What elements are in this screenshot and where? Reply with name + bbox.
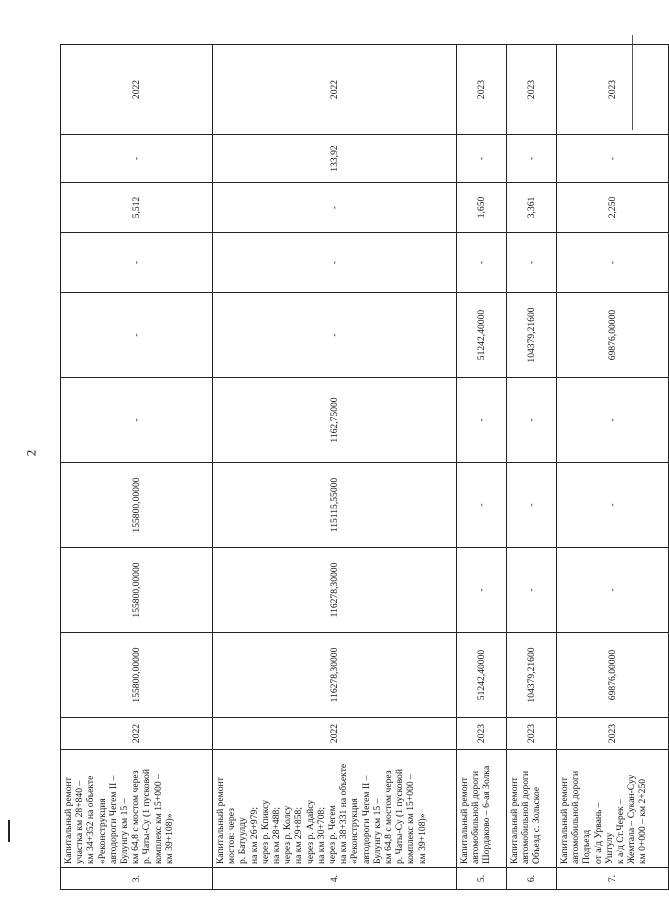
value-cell-c7: - [61, 293, 213, 378]
description-line: Булунгу км 15 – [119, 798, 131, 864]
object-description [457, 750, 507, 868]
value-cell-c9: 1,650 [457, 183, 507, 233]
description-line: на км 29+858; [293, 807, 305, 864]
description-line: км 64,8 с мостом через [383, 770, 395, 864]
value-cell-c4: 155800,00000 [61, 548, 213, 633]
object-description [557, 750, 669, 868]
value-cell-c3: 51242,40000 [457, 633, 507, 718]
value-cell-c5: 115115,55000 [213, 463, 457, 548]
description-line: автомобильной дороги [520, 770, 532, 864]
description-line: на км 28+488; [271, 807, 283, 864]
description-line: р. Чаты-Су (1 пусковой [141, 769, 153, 864]
object-description [213, 750, 457, 868]
description-line: Капитальный ремонт [215, 777, 226, 864]
value-cell-c4: - [507, 548, 557, 633]
description-line: комплекс км 15+000 – [152, 774, 164, 864]
value-cell-c7: 51242,40000 [457, 293, 507, 378]
year-cell: 2023 [457, 718, 507, 750]
description-line: «Реконструкция [349, 798, 361, 864]
description-line: на км 38+331 на объекте [338, 763, 350, 864]
row-number: 6. [507, 868, 557, 890]
description-line: Подъезд [581, 829, 593, 864]
description-line: через р. Чегем [327, 805, 339, 864]
description-line: автодороги Чегем II – [107, 775, 119, 864]
value-cell-c5: - [557, 463, 669, 548]
value-cell-c6: - [557, 378, 669, 463]
description-line: через р. Адайсу [304, 799, 316, 864]
description-line: на км 30+708; [315, 807, 327, 864]
value-cell-c3: 155800,00000 [61, 633, 213, 718]
value-cell-c8: - [213, 233, 457, 293]
description-line: от а/д Урвань – [592, 802, 604, 864]
description-line: Капитальный ремонт [559, 777, 570, 864]
description-line: км 64,8 с мостом через [130, 770, 142, 864]
description-line: к а/д Ст.Черек – [615, 799, 627, 864]
value-cell-c5: - [507, 463, 557, 548]
value-cell-c8: - [557, 233, 669, 293]
value-cell-c11: 2022 [213, 45, 457, 135]
object-description [507, 750, 557, 868]
description-line: Капитальный ремонт [509, 777, 520, 864]
value-cell-c4: - [457, 548, 507, 633]
row-number: 3. [61, 868, 213, 890]
value-cell-c6: - [457, 378, 507, 463]
value-cell-c7: 69876,00000 [557, 293, 669, 378]
value-cell-c10: - [507, 135, 557, 183]
row-number: 7. [557, 868, 669, 890]
value-cell-c9: - [213, 183, 457, 233]
works-table [60, 44, 669, 890]
value-cell-c9: 3,361 [507, 183, 557, 233]
description-line: р. Батуулду [237, 817, 249, 864]
value-cell-c11: 2023 [457, 45, 507, 135]
description-line: км 39+108)» [416, 813, 428, 864]
value-cell-c7: - [213, 293, 457, 378]
table-row [213, 45, 457, 890]
description-line: Капитальный ремонт [63, 777, 74, 864]
year-cell: 2022 [213, 718, 457, 750]
page-number: 2 [23, 449, 39, 457]
description-line: на км 26+979; [248, 807, 260, 864]
description-line: через р. Колсу [282, 805, 294, 864]
description-line: Булунгу км 15 – [371, 798, 383, 864]
description-line: км 39+108)» [163, 813, 175, 864]
object-description [61, 750, 213, 868]
description-line: Шордаково – 6-ая Золка [481, 765, 493, 864]
value-cell-c3: 69876,00000 [557, 633, 669, 718]
value-cell-c4: - [557, 548, 669, 633]
description-line: комплекс км 15+000 – [405, 774, 417, 864]
description-line: Жемтала – Сукан-Суу [626, 774, 638, 864]
value-cell-c10: - [557, 135, 669, 183]
description-line: р. Чаты-Су (1 пусковой [394, 769, 406, 864]
value-cell-c8: - [507, 233, 557, 293]
value-cell-c3: 116278,30000 [213, 633, 457, 718]
value-cell-c4: 116278,30000 [213, 548, 457, 633]
value-cell-c10: 133,92 [213, 135, 457, 183]
row-number: 5. [457, 868, 507, 890]
table-row [61, 45, 213, 890]
value-cell-c10: - [61, 135, 213, 183]
description-line: автомобильной дороги [570, 770, 582, 864]
value-cell-c5: 155800,00000 [61, 463, 213, 548]
description-line: автомобильной дороги [470, 770, 482, 864]
value-cell-c8: - [457, 233, 507, 293]
value-cell-c11: 2022 [61, 45, 213, 135]
value-cell-c10: - [457, 135, 507, 183]
table-row [457, 45, 507, 890]
description-line: «Реконструкция [96, 798, 108, 864]
description-line: участка км 28+840 – [74, 780, 86, 864]
year-cell: 2023 [507, 718, 557, 750]
value-cell-c5: - [457, 463, 507, 548]
table-row [507, 45, 557, 890]
description-line: автодороги Чегем II – [360, 775, 372, 864]
description-line: км 0+000 – км 2+250 [637, 778, 649, 864]
value-cell-c9: 2,250 [557, 183, 669, 233]
description-line: мостов: через [226, 808, 238, 864]
value-cell-c6: - [61, 378, 213, 463]
year-cell: 2023 [557, 718, 669, 750]
value-cell-c9: 5,512 [61, 183, 213, 233]
description-line: Объезд с. Зольское [531, 786, 543, 864]
value-cell-c8: - [61, 233, 213, 293]
year-cell: 2022 [61, 718, 213, 750]
description-line: через р. Кпиксу [259, 799, 271, 864]
value-cell-c6: - [507, 378, 557, 463]
value-cell-c11: 2023 [557, 45, 669, 135]
row-number: 4. [213, 868, 457, 890]
value-cell-c3: 104379,21600 [507, 633, 557, 718]
table-row [557, 45, 669, 890]
value-cell-c6: 1162,75000 [213, 378, 457, 463]
rotated-table-wrapper [60, 45, 649, 890]
value-cell-c7: 104379,21600 [507, 293, 557, 378]
value-cell-c11: 2023 [507, 45, 557, 135]
description-line: км 34+352 на объекте [85, 775, 97, 864]
scan-mark-left [8, 820, 10, 842]
description-line: Уштулу [603, 832, 615, 864]
description-line: Капитальный ремонт [459, 777, 470, 864]
